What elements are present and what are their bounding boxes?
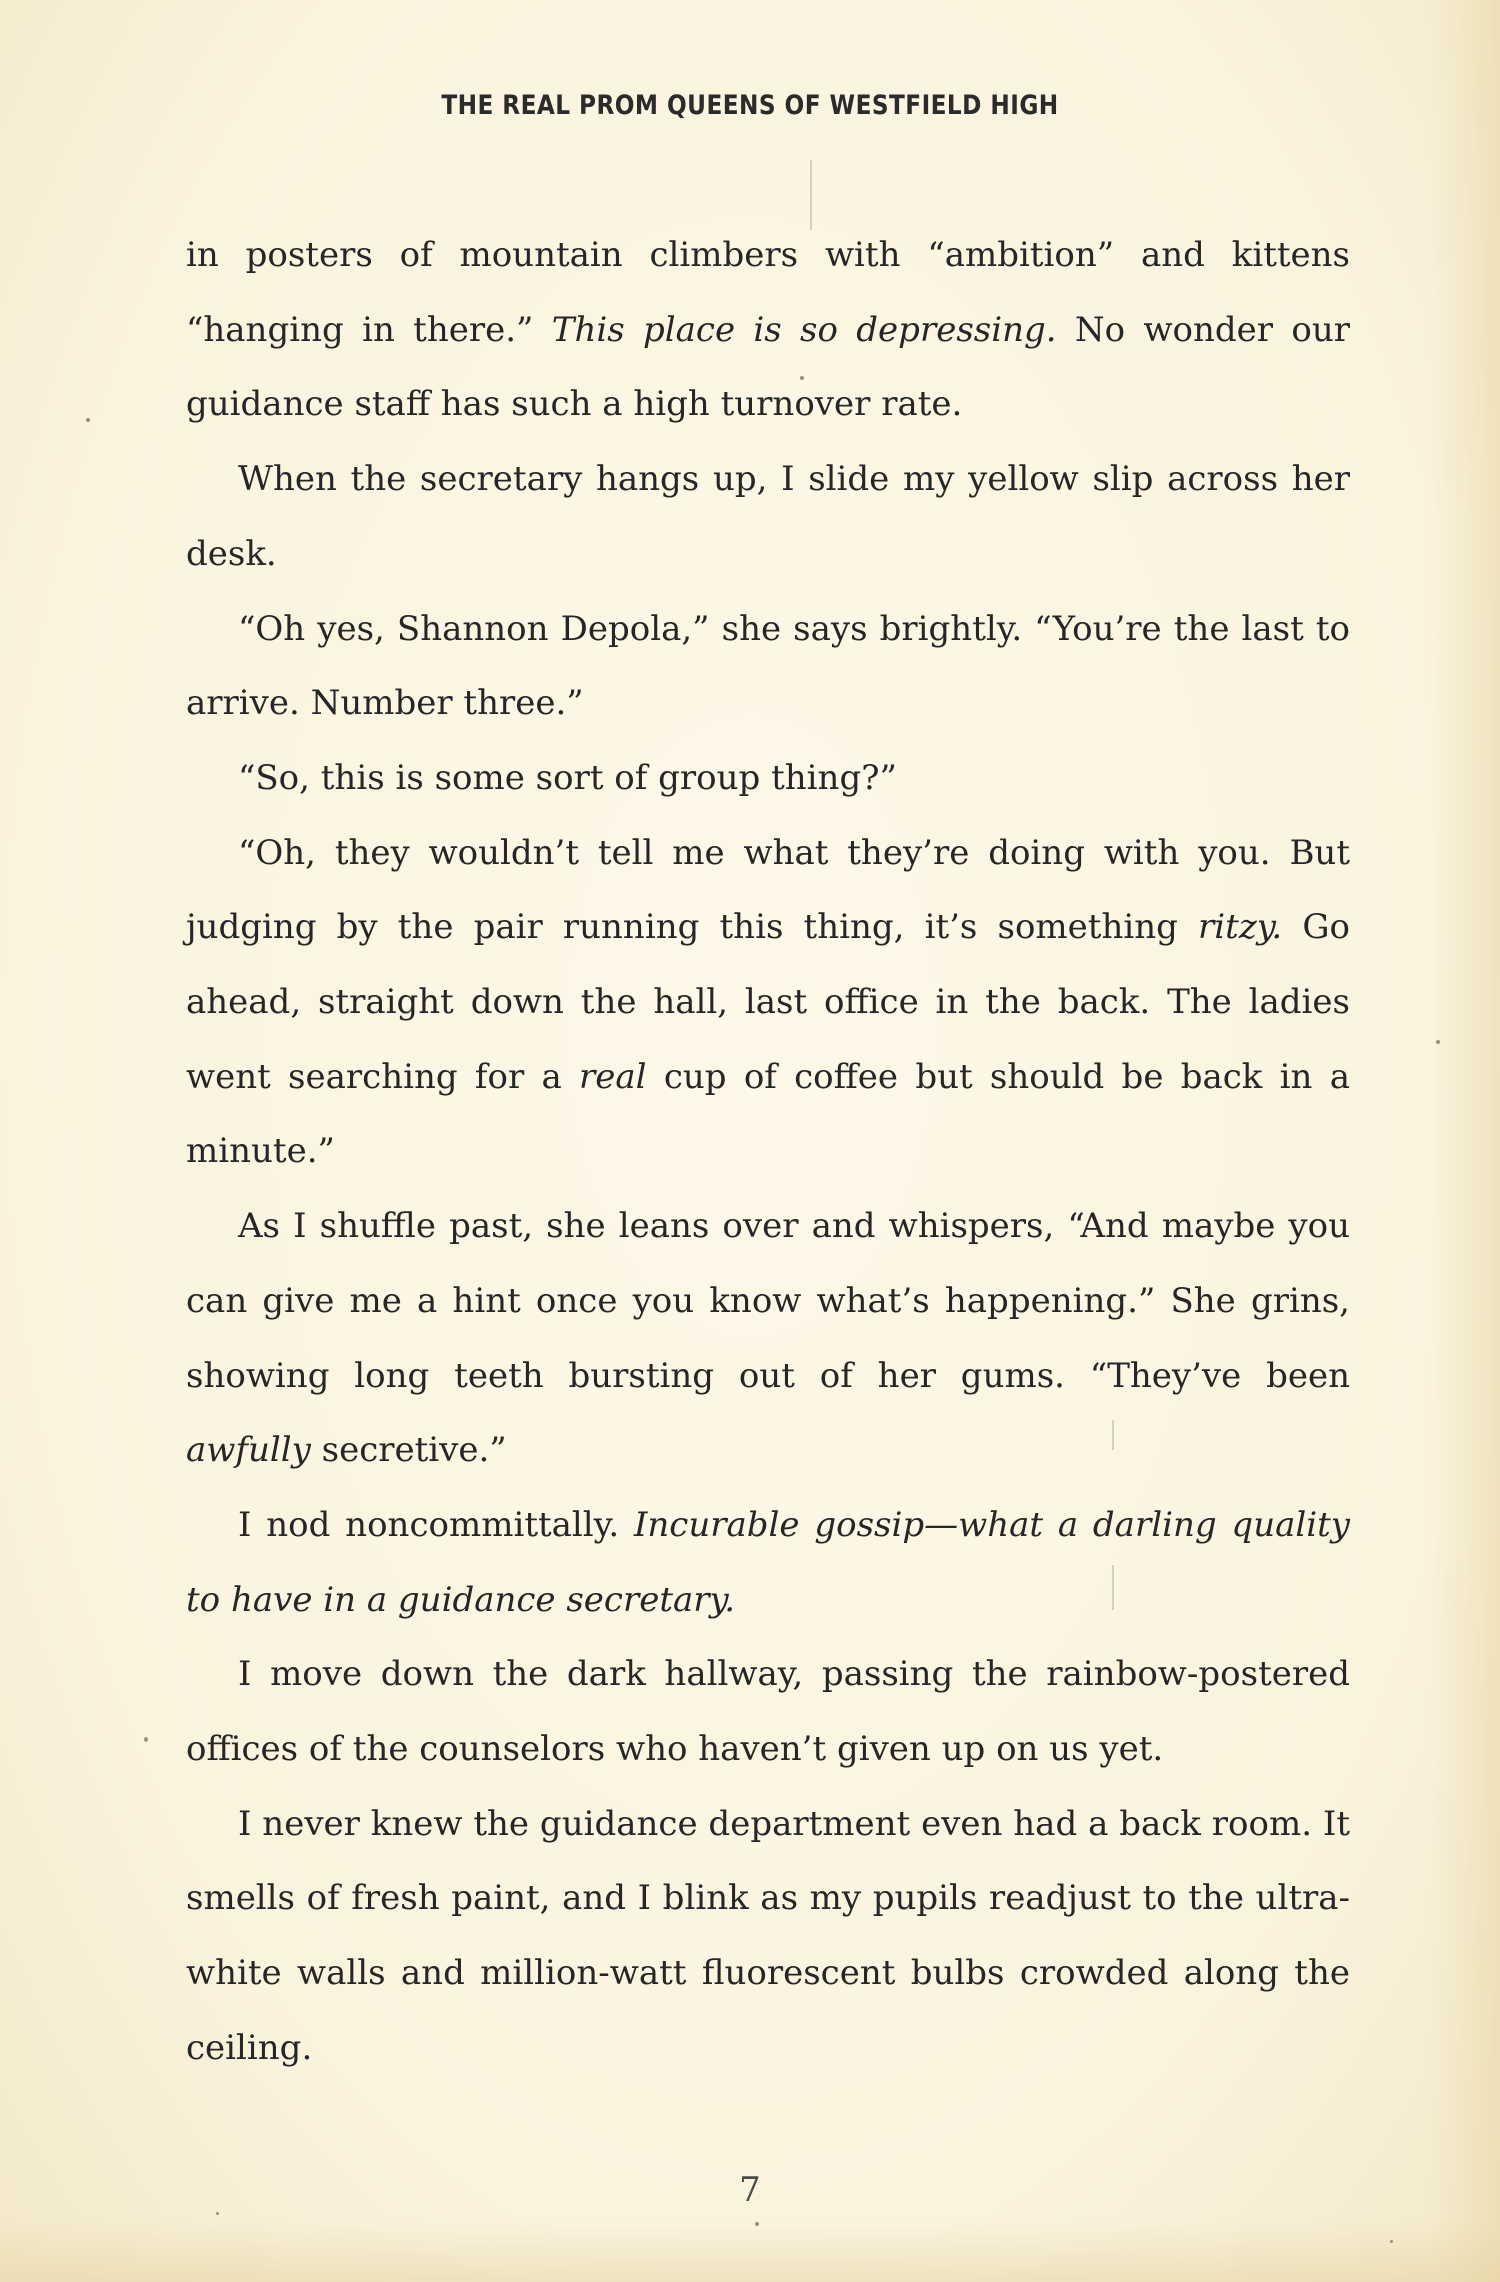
text-segment: Go ahead, straight down the hall, last office in the back. The ladies went searching for a — [186, 907, 1351, 1097]
running-head: THE REAL PROM QUEENS OF WESTFIELD HIGH — [441, 90, 1059, 121]
paragraph — [186, 741, 1350, 816]
text-segment: “So, this is some sort of group thing?” — [238, 757, 897, 798]
paper-speck — [755, 2222, 759, 2226]
paper-speck — [86, 418, 90, 422]
paragraph — [186, 1488, 1350, 1637]
body-text — [186, 218, 1350, 2086]
text-segment: I nod noncommittally. — [238, 1504, 634, 1545]
text-segment: “Oh yes, Shannon Depola,” she says brightly. “You’re the last to arrive. Number three.” — [186, 608, 1350, 724]
italic-text: Incurable gossip—what a darling quality to have in a guidance secretary. — [186, 1504, 1350, 1620]
page-edge-shadow-right — [1430, 0, 1500, 2282]
text-segment: I move down the dark hallway, passing the rainbow-postered offices of the counselors who haven’t given up on us yet. — [186, 1654, 1350, 1770]
italic-text: real — [579, 1056, 647, 1097]
paper-speck — [1390, 2240, 1393, 2243]
italic-text: awfully — [186, 1430, 311, 1471]
page-number: 7 — [739, 2170, 761, 2210]
page-edge-shadow-bottom — [0, 2222, 1500, 2282]
text-segment: cup of coffee but should be back in a minute.” — [186, 1056, 1350, 1172]
paper-speck — [216, 2212, 219, 2215]
paper-speck — [1436, 1040, 1440, 1044]
paragraph — [186, 1637, 1350, 1786]
italic-text: ritzy. — [1198, 907, 1283, 948]
text-segment: No wonder our guidance staff has such a high turnover rate. — [186, 309, 1350, 425]
italic-text: This place is so depressing. — [551, 309, 1057, 350]
paragraph — [186, 218, 1350, 442]
text-segment: When the secretary hangs up, I slide my yellow slip across her desk. — [186, 459, 1350, 574]
paragraph — [186, 816, 1350, 1190]
text-segment: “Oh, they wouldn’t tell me what they’re doing with you. But judging by the pair running this thing, it’s something — [186, 832, 1350, 948]
text-segment: I never knew the guidance department even had a back room. It smells of fresh paint, and I blink as my pupils readjust to the ultra-white walls and million-watt fluorescent bulbs crowded along the ceiling. — [186, 1803, 1350, 2068]
text-segment: As I shuffle past, she leans over and whispers, “And maybe you can give me a hint once you know what’s happening.” She grins, showing long teeth bursting out of her gums. “They’ve been — [186, 1206, 1350, 1396]
text-segment: secretive.” — [310, 1430, 507, 1471]
text-segment: in posters of mountain climbers with “ambition” and kittens “hanging in there.” — [186, 235, 1350, 350]
paragraph — [186, 442, 1350, 591]
paragraph — [186, 592, 1350, 741]
paragraph — [186, 1189, 1350, 1488]
paper-speck — [144, 1737, 148, 1742]
paragraph — [186, 1787, 1350, 2086]
